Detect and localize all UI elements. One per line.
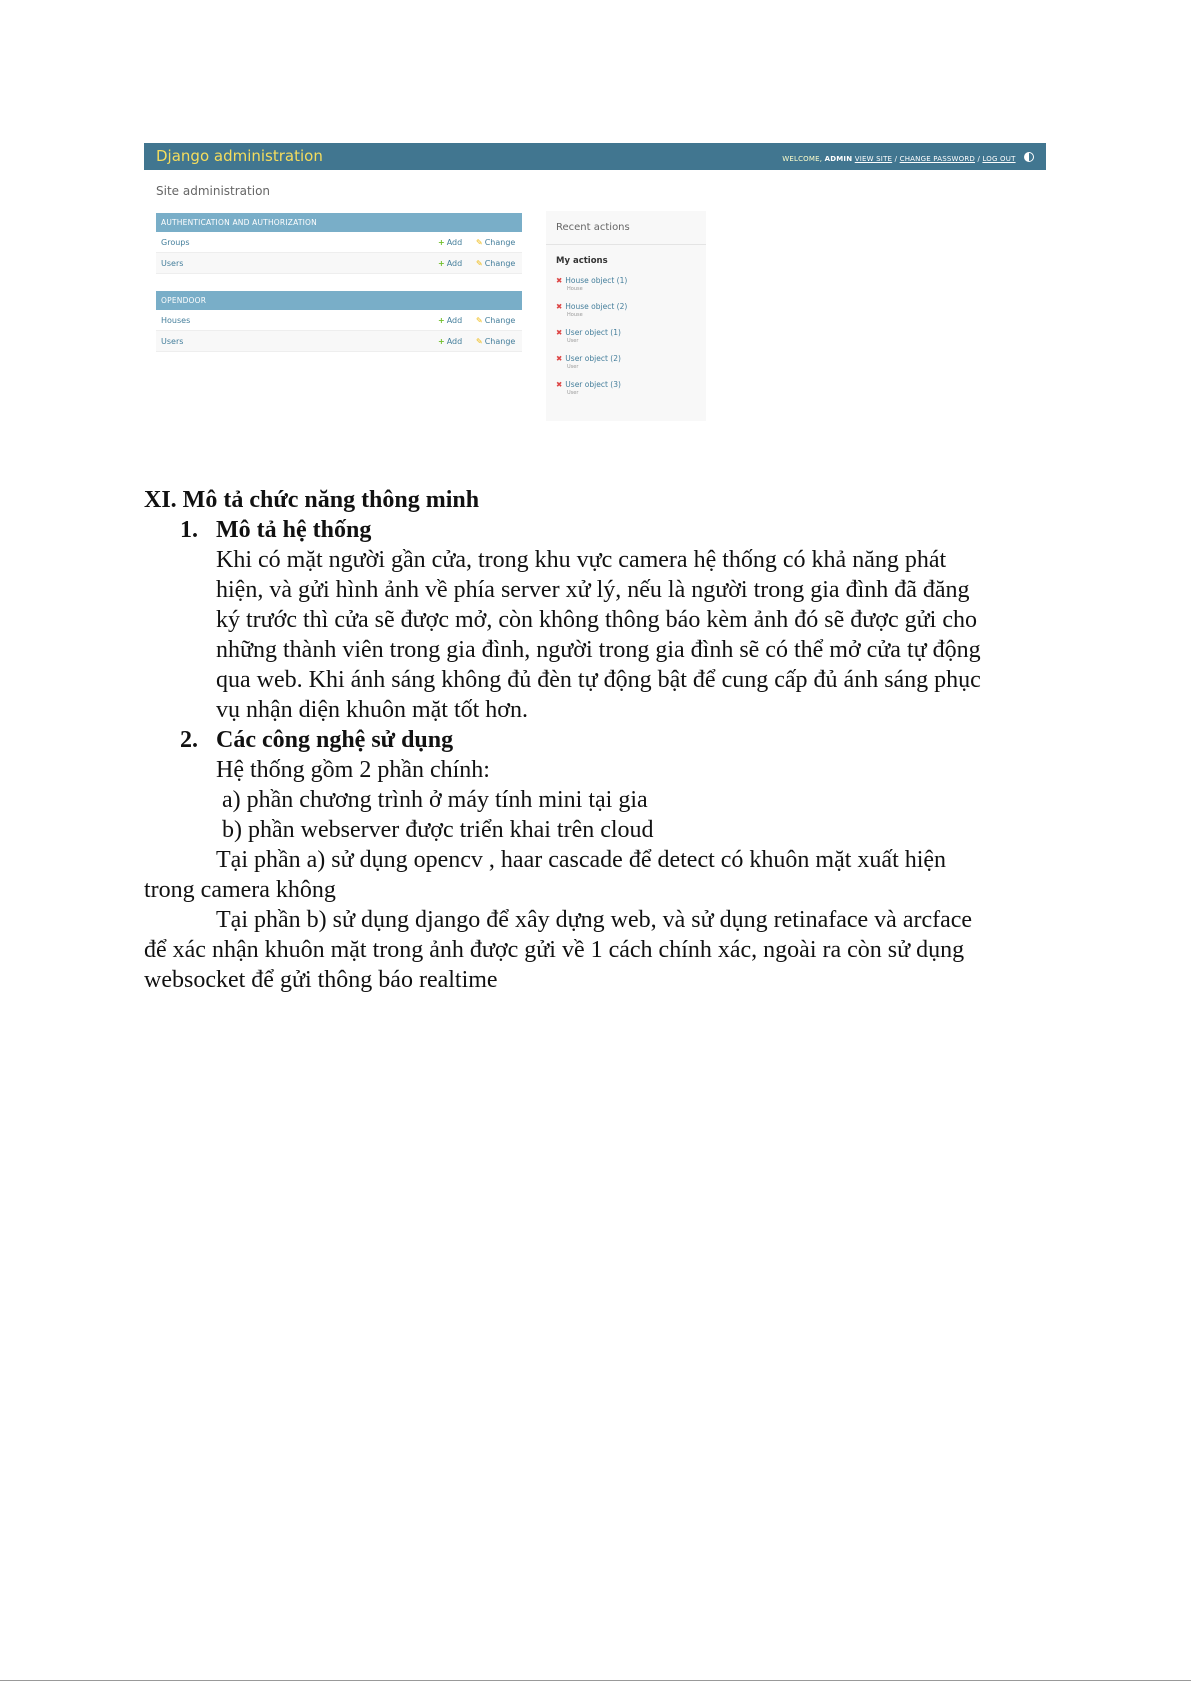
table-row <box>156 310 522 331</box>
subsection-heading <box>144 515 1044 545</box>
recent-action-item <box>556 302 627 318</box>
django-admin-screenshot <box>144 143 1046 425</box>
subsection-number: 1. <box>180 517 198 543</box>
my-actions-heading: My actions <box>556 256 608 266</box>
welcome-text: WELCOME, <box>782 155 823 163</box>
admin-header <box>144 143 1046 170</box>
action-label: House object (2) <box>565 302 628 311</box>
module-caption[interactable]: OPENDOOR <box>156 291 522 310</box>
list-item: b) phần webserver được triển khai trên cloud <box>222 817 654 843</box>
delete-icon: ✖ <box>556 276 563 285</box>
action-label: User object (3) <box>565 380 621 389</box>
module-auth <box>156 213 522 274</box>
action-type: User <box>567 338 579 344</box>
change-button[interactable]: ✎ Change <box>476 337 515 346</box>
document-body <box>144 485 1044 995</box>
table-row <box>156 253 522 274</box>
recent-actions-panel <box>546 211 706 421</box>
divider <box>546 244 706 245</box>
action-label: House object (1) <box>565 276 628 285</box>
paragraph-line: qua web. Khi ánh sáng không đủ đèn tự động bật để cung cấp đủ ánh sáng phục <box>216 667 981 693</box>
subsection-title: Mô tả hệ thống <box>216 517 372 543</box>
action-type: House <box>567 312 583 318</box>
admin-brand[interactable]: Django administration <box>156 147 323 165</box>
model-link-groups[interactable]: Groups <box>161 238 190 247</box>
add-button[interactable]: + Add <box>438 238 462 247</box>
user-tools <box>782 152 1034 163</box>
action-type: User <box>567 390 579 396</box>
recent-action-item <box>556 354 621 370</box>
paragraph-line: Tại phần b) sử dụng django để xây dựng web, và sử dụng retinaface và arcface <box>216 907 973 933</box>
subsection-title: Các công nghệ sử dụng <box>216 727 454 753</box>
change-button[interactable]: ✎ Change <box>476 316 515 325</box>
action-label: User object (1) <box>565 328 621 337</box>
site-title: Site administration <box>156 184 271 198</box>
log-out-link[interactable]: LOG OUT <box>982 155 1016 163</box>
add-button[interactable]: + Add <box>438 316 462 325</box>
delete-icon: ✖ <box>556 328 563 337</box>
recent-actions-title: Recent actions <box>556 222 630 233</box>
section-title: XI. Mô tả chức năng thông minh <box>144 487 480 513</box>
action-type: House <box>567 286 583 292</box>
module-caption[interactable]: AUTHENTICATION AND AUTHORIZATION <box>156 213 522 232</box>
delete-icon: ✖ <box>556 302 563 311</box>
page-bottom-divider <box>0 1680 1191 1681</box>
add-button[interactable]: + Add <box>438 259 462 268</box>
add-button[interactable]: + Add <box>438 337 462 346</box>
recent-action-item <box>556 276 627 292</box>
paragraph-line: Tại phần a) sử dụng opencv , haar cascade để detect có khuôn mặt xuất hiện <box>216 847 947 873</box>
paragraph-line: websocket để gửi thông báo realtime <box>144 967 498 993</box>
model-link-houses[interactable]: Houses <box>161 316 191 325</box>
paragraph-line: trong camera không <box>144 877 336 903</box>
module-opendoor <box>156 291 522 352</box>
list-item: a) phần chương trình ở máy tính mini tại gia <box>222 787 648 813</box>
separator: / <box>894 155 898 163</box>
separator: / <box>977 155 980 163</box>
paragraph-line: Hệ thống gồm 2 phần chính: <box>216 757 490 783</box>
paragraph-line: để xác nhận khuôn mặt trong ảnh được gửi về 1 cách chính xác, ngoài ra còn sử dụng <box>144 937 965 963</box>
table-row <box>156 331 522 352</box>
delete-icon: ✖ <box>556 380 563 389</box>
change-button[interactable]: ✎ Change <box>476 238 515 247</box>
view-site-link[interactable]: VIEW SITE <box>854 155 893 163</box>
theme-toggle-icon[interactable] <box>1024 152 1034 162</box>
paragraph-line: vụ nhận diện khuôn mặt tốt hơn. <box>216 697 528 723</box>
model-link-users[interactable]: Users <box>161 337 184 346</box>
username: ADMIN <box>824 155 853 163</box>
paragraph-line: hiện, và gửi hình ảnh về phía server xử lý, nếu là người trong gia đình đã đăng <box>216 577 970 603</box>
subsection-heading <box>144 725 1044 755</box>
paragraph-line: ký trước thì cửa sẽ được mở, còn không thông báo kèm ảnh đó sẽ được gửi cho <box>216 607 977 633</box>
delete-icon: ✖ <box>556 354 563 363</box>
recent-action-item <box>556 380 621 396</box>
recent-action-item <box>556 328 621 344</box>
action-label: User object (2) <box>565 354 621 363</box>
change-button[interactable]: ✎ Change <box>476 259 515 268</box>
subsection-number: 2. <box>180 727 198 753</box>
paragraph-line: Khi có mặt người gần cửa, trong khu vực camera hệ thống có khả năng phát <box>216 547 947 573</box>
model-link-users[interactable]: Users <box>161 259 184 268</box>
paragraph-line: những thành viên trong gia đình, người trong gia đình sẽ có thể mở cửa tự động <box>216 637 981 663</box>
change-password-link[interactable]: CHANGE PASSWORD <box>899 155 975 163</box>
action-type: User <box>567 364 579 370</box>
table-row <box>156 232 522 253</box>
